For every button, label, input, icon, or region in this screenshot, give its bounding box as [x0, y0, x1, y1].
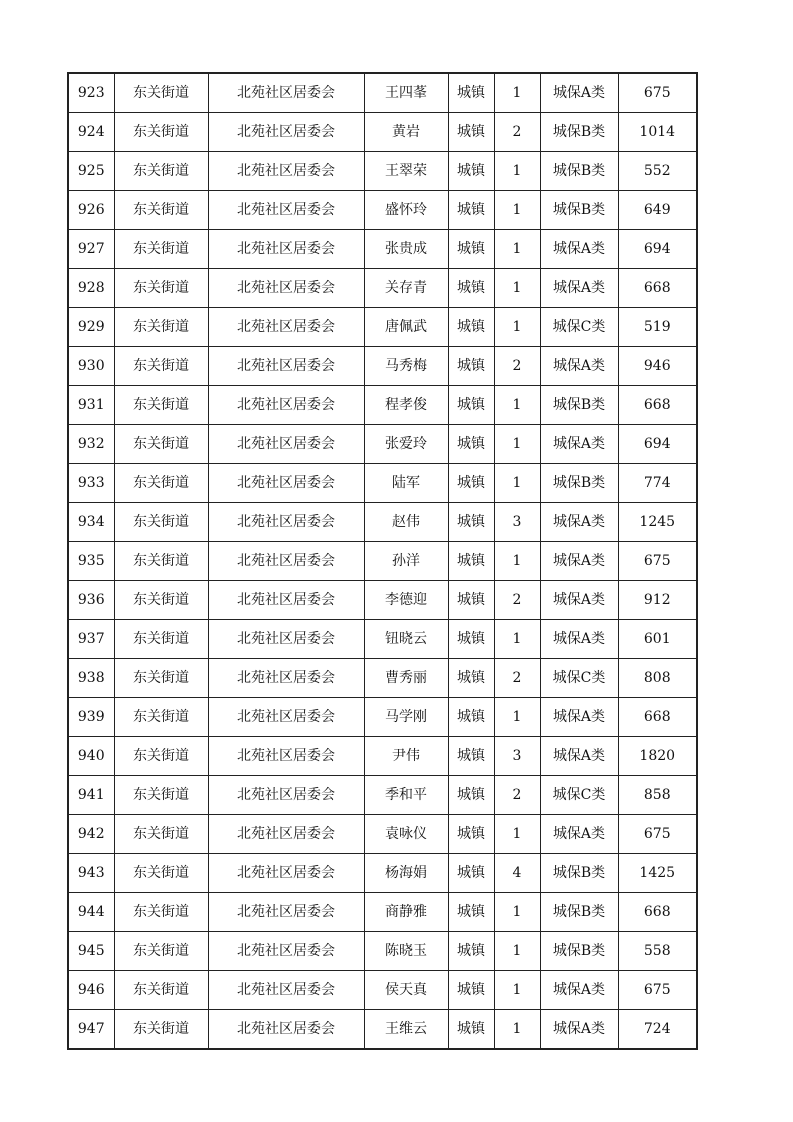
cell-street: 东关街道 — [114, 737, 208, 776]
cell-area-type: 城镇 — [448, 776, 494, 815]
cell-area-type: 城镇 — [448, 932, 494, 971]
cell-street: 东关街道 — [114, 425, 208, 464]
cell-person-name: 马秀梅 — [364, 347, 448, 386]
cell-insurance-category: 城保B类 — [540, 386, 618, 425]
cell-area-type: 城镇 — [448, 308, 494, 347]
cell-household-count: 1 — [494, 815, 540, 854]
table-row — [68, 698, 697, 737]
table-body — [68, 73, 697, 1049]
cell-community-committee: 北苑社区居委会 — [208, 347, 364, 386]
cell-community-committee: 北苑社区居委会 — [208, 815, 364, 854]
cell-street: 东关街道 — [114, 854, 208, 893]
cell-insurance-category: 城保A类 — [540, 269, 618, 308]
cell-insurance-category: 城保B类 — [540, 893, 618, 932]
cell-serial-number: 944 — [68, 893, 114, 932]
cell-person-name: 杨海娟 — [364, 854, 448, 893]
cell-community-committee: 北苑社区居委会 — [208, 776, 364, 815]
table-row — [68, 308, 697, 347]
cell-insurance-category: 城保B类 — [540, 113, 618, 152]
table-row — [68, 815, 697, 854]
cell-serial-number: 939 — [68, 698, 114, 737]
table-row — [68, 542, 697, 581]
cell-household-count: 1 — [494, 308, 540, 347]
table-row — [68, 659, 697, 698]
cell-serial-number: 935 — [68, 542, 114, 581]
cell-insurance-category: 城保C类 — [540, 776, 618, 815]
cell-serial-number: 926 — [68, 191, 114, 230]
cell-person-name: 王四莑 — [364, 73, 448, 113]
table-row — [68, 932, 697, 971]
cell-household-count: 1 — [494, 971, 540, 1010]
cell-amount: 675 — [618, 971, 697, 1010]
cell-serial-number: 927 — [68, 230, 114, 269]
cell-serial-number: 934 — [68, 503, 114, 542]
table-row — [68, 737, 697, 776]
cell-community-committee: 北苑社区居委会 — [208, 308, 364, 347]
cell-household-count: 1 — [494, 542, 540, 581]
cell-household-count: 2 — [494, 347, 540, 386]
table-row — [68, 854, 697, 893]
cell-area-type: 城镇 — [448, 854, 494, 893]
cell-area-type: 城镇 — [448, 347, 494, 386]
cell-area-type: 城镇 — [448, 152, 494, 191]
cell-street: 东关街道 — [114, 191, 208, 230]
cell-household-count: 1 — [494, 230, 540, 269]
cell-area-type: 城镇 — [448, 230, 494, 269]
cell-household-count: 1 — [494, 191, 540, 230]
cell-street: 东关街道 — [114, 776, 208, 815]
table-row — [68, 386, 697, 425]
cell-insurance-category: 城保A类 — [540, 815, 618, 854]
cell-insurance-category: 城保A类 — [540, 620, 618, 659]
cell-insurance-category: 城保A类 — [540, 425, 618, 464]
cell-serial-number: 929 — [68, 308, 114, 347]
cell-street: 东关街道 — [114, 464, 208, 503]
cell-household-count: 1 — [494, 269, 540, 308]
cell-street: 东关街道 — [114, 698, 208, 737]
cell-amount: 668 — [618, 269, 697, 308]
cell-amount: 675 — [618, 542, 697, 581]
cell-amount: 724 — [618, 1010, 697, 1050]
cell-household-count: 2 — [494, 113, 540, 152]
cell-amount: 668 — [618, 893, 697, 932]
cell-amount: 1425 — [618, 854, 697, 893]
cell-street: 东关街道 — [114, 1010, 208, 1050]
table-row — [68, 269, 697, 308]
cell-serial-number: 946 — [68, 971, 114, 1010]
cell-household-count: 1 — [494, 932, 540, 971]
cell-insurance-category: 城保B类 — [540, 854, 618, 893]
cell-community-committee: 北苑社区居委会 — [208, 464, 364, 503]
cell-street: 东关街道 — [114, 932, 208, 971]
cell-serial-number: 925 — [68, 152, 114, 191]
cell-street: 东关街道 — [114, 347, 208, 386]
cell-amount: 1245 — [618, 503, 697, 542]
cell-household-count: 1 — [494, 386, 540, 425]
table-row — [68, 73, 697, 113]
cell-area-type: 城镇 — [448, 659, 494, 698]
cell-insurance-category: 城保A类 — [540, 503, 618, 542]
cell-community-committee: 北苑社区居委会 — [208, 386, 364, 425]
cell-area-type: 城镇 — [448, 620, 494, 659]
cell-household-count: 1 — [494, 464, 540, 503]
cell-amount: 668 — [618, 698, 697, 737]
cell-insurance-category: 城保C类 — [540, 308, 618, 347]
cell-serial-number: 943 — [68, 854, 114, 893]
cell-street: 东关街道 — [114, 152, 208, 191]
cell-community-committee: 北苑社区居委会 — [208, 698, 364, 737]
table-row — [68, 620, 697, 659]
cell-serial-number: 937 — [68, 620, 114, 659]
cell-community-committee: 北苑社区居委会 — [208, 1010, 364, 1050]
table-row — [68, 425, 697, 464]
cell-street: 东关街道 — [114, 893, 208, 932]
cell-insurance-category: 城保A类 — [540, 230, 618, 269]
cell-person-name: 张爱玲 — [364, 425, 448, 464]
cell-serial-number: 924 — [68, 113, 114, 152]
cell-household-count: 3 — [494, 503, 540, 542]
cell-insurance-category: 城保A类 — [540, 737, 618, 776]
cell-person-name: 关存青 — [364, 269, 448, 308]
cell-person-name: 尹伟 — [364, 737, 448, 776]
cell-amount: 519 — [618, 308, 697, 347]
cell-serial-number: 936 — [68, 581, 114, 620]
cell-area-type: 城镇 — [448, 113, 494, 152]
cell-serial-number: 931 — [68, 386, 114, 425]
cell-household-count: 3 — [494, 737, 540, 776]
cell-community-committee: 北苑社区居委会 — [208, 269, 364, 308]
cell-insurance-category: 城保A类 — [540, 347, 618, 386]
cell-person-name: 侯天真 — [364, 971, 448, 1010]
cell-serial-number: 947 — [68, 1010, 114, 1050]
cell-area-type: 城镇 — [448, 425, 494, 464]
cell-area-type: 城镇 — [448, 503, 494, 542]
cell-amount: 694 — [618, 425, 697, 464]
cell-insurance-category: 城保B类 — [540, 932, 618, 971]
cell-area-type: 城镇 — [448, 893, 494, 932]
cell-amount: 675 — [618, 815, 697, 854]
cell-person-name: 马学刚 — [364, 698, 448, 737]
cell-area-type: 城镇 — [448, 542, 494, 581]
cell-area-type: 城镇 — [448, 464, 494, 503]
cell-household-count: 1 — [494, 620, 540, 659]
cell-insurance-category: 城保A类 — [540, 73, 618, 113]
cell-person-name: 陆军 — [364, 464, 448, 503]
cell-person-name: 盛怀玲 — [364, 191, 448, 230]
cell-street: 东关街道 — [114, 815, 208, 854]
cell-amount: 552 — [618, 152, 697, 191]
cell-area-type: 城镇 — [448, 386, 494, 425]
cell-person-name: 季和平 — [364, 776, 448, 815]
cell-person-name: 袁咏仪 — [364, 815, 448, 854]
cell-amount: 808 — [618, 659, 697, 698]
cell-household-count: 2 — [494, 581, 540, 620]
cell-serial-number: 942 — [68, 815, 114, 854]
table-row — [68, 971, 697, 1010]
beneficiary-table — [67, 72, 698, 1050]
cell-insurance-category: 城保B类 — [540, 152, 618, 191]
cell-community-committee: 北苑社区居委会 — [208, 932, 364, 971]
cell-area-type: 城镇 — [448, 1010, 494, 1050]
cell-community-committee: 北苑社区居委会 — [208, 620, 364, 659]
cell-household-count: 1 — [494, 698, 540, 737]
cell-serial-number: 941 — [68, 776, 114, 815]
cell-serial-number: 932 — [68, 425, 114, 464]
cell-insurance-category: 城保A类 — [540, 1010, 618, 1050]
cell-amount: 946 — [618, 347, 697, 386]
cell-serial-number: 940 — [68, 737, 114, 776]
cell-household-count: 1 — [494, 893, 540, 932]
cell-amount: 601 — [618, 620, 697, 659]
cell-area-type: 城镇 — [448, 698, 494, 737]
table-row — [68, 191, 697, 230]
cell-amount: 694 — [618, 230, 697, 269]
cell-street: 东关街道 — [114, 971, 208, 1010]
cell-person-name: 王翠荣 — [364, 152, 448, 191]
cell-amount: 912 — [618, 581, 697, 620]
cell-community-committee: 北苑社区居委会 — [208, 893, 364, 932]
cell-household-count: 2 — [494, 659, 540, 698]
cell-amount: 858 — [618, 776, 697, 815]
cell-person-name: 商静雅 — [364, 893, 448, 932]
table-row — [68, 464, 697, 503]
cell-serial-number: 933 — [68, 464, 114, 503]
cell-community-committee: 北苑社区居委会 — [208, 425, 364, 464]
cell-serial-number: 923 — [68, 73, 114, 113]
cell-area-type: 城镇 — [448, 737, 494, 776]
cell-street: 东关街道 — [114, 503, 208, 542]
cell-community-committee: 北苑社区居委会 — [208, 230, 364, 269]
cell-person-name: 唐佩武 — [364, 308, 448, 347]
cell-insurance-category: 城保A类 — [540, 542, 618, 581]
cell-household-count: 1 — [494, 73, 540, 113]
cell-community-committee: 北苑社区居委会 — [208, 854, 364, 893]
cell-area-type: 城镇 — [448, 73, 494, 113]
cell-amount: 558 — [618, 932, 697, 971]
cell-community-committee: 北苑社区居委会 — [208, 73, 364, 113]
cell-person-name: 钮晓云 — [364, 620, 448, 659]
cell-community-committee: 北苑社区居委会 — [208, 191, 364, 230]
cell-street: 东关街道 — [114, 659, 208, 698]
cell-insurance-category: 城保A类 — [540, 698, 618, 737]
cell-area-type: 城镇 — [448, 269, 494, 308]
table-row — [68, 347, 697, 386]
cell-community-committee: 北苑社区居委会 — [208, 152, 364, 191]
cell-insurance-category: 城保C类 — [540, 659, 618, 698]
cell-person-name: 王维云 — [364, 1010, 448, 1050]
table-row — [68, 503, 697, 542]
cell-area-type: 城镇 — [448, 815, 494, 854]
cell-household-count: 1 — [494, 152, 540, 191]
cell-insurance-category: 城保B类 — [540, 191, 618, 230]
cell-area-type: 城镇 — [448, 581, 494, 620]
cell-community-committee: 北苑社区居委会 — [208, 581, 364, 620]
cell-amount: 1014 — [618, 113, 697, 152]
cell-household-count: 2 — [494, 776, 540, 815]
cell-household-count: 1 — [494, 425, 540, 464]
cell-street: 东关街道 — [114, 386, 208, 425]
cell-person-name: 程孝俊 — [364, 386, 448, 425]
cell-street: 东关街道 — [114, 73, 208, 113]
cell-person-name: 孙洋 — [364, 542, 448, 581]
cell-person-name: 赵伟 — [364, 503, 448, 542]
table-row — [68, 230, 697, 269]
cell-community-committee: 北苑社区居委会 — [208, 737, 364, 776]
cell-serial-number: 930 — [68, 347, 114, 386]
cell-street: 东关街道 — [114, 230, 208, 269]
table-row — [68, 893, 697, 932]
cell-amount: 774 — [618, 464, 697, 503]
cell-person-name: 张贵成 — [364, 230, 448, 269]
table-row — [68, 776, 697, 815]
cell-community-committee: 北苑社区居委会 — [208, 971, 364, 1010]
cell-household-count: 4 — [494, 854, 540, 893]
table-row — [68, 1010, 697, 1050]
table-row — [68, 113, 697, 152]
cell-street: 东关街道 — [114, 269, 208, 308]
table-row — [68, 581, 697, 620]
cell-amount: 668 — [618, 386, 697, 425]
cell-amount: 1820 — [618, 737, 697, 776]
cell-street: 东关街道 — [114, 542, 208, 581]
cell-person-name: 李德迎 — [364, 581, 448, 620]
cell-street: 东关街道 — [114, 308, 208, 347]
cell-person-name: 黄岩 — [364, 113, 448, 152]
cell-amount: 675 — [618, 73, 697, 113]
table-row — [68, 152, 697, 191]
cell-community-committee: 北苑社区居委会 — [208, 659, 364, 698]
cell-community-committee: 北苑社区居委会 — [208, 503, 364, 542]
cell-street: 东关街道 — [114, 113, 208, 152]
cell-insurance-category: 城保B类 — [540, 464, 618, 503]
cell-insurance-category: 城保A类 — [540, 581, 618, 620]
cell-insurance-category: 城保A类 — [540, 971, 618, 1010]
cell-amount: 649 — [618, 191, 697, 230]
cell-serial-number: 945 — [68, 932, 114, 971]
cell-person-name: 曹秀丽 — [364, 659, 448, 698]
cell-person-name: 陈晓玉 — [364, 932, 448, 971]
cell-household-count: 1 — [494, 1010, 540, 1050]
cell-street: 东关街道 — [114, 581, 208, 620]
cell-community-committee: 北苑社区居委会 — [208, 542, 364, 581]
cell-street: 东关街道 — [114, 620, 208, 659]
cell-serial-number: 938 — [68, 659, 114, 698]
cell-community-committee: 北苑社区居委会 — [208, 113, 364, 152]
cell-area-type: 城镇 — [448, 971, 494, 1010]
cell-area-type: 城镇 — [448, 191, 494, 230]
cell-serial-number: 928 — [68, 269, 114, 308]
